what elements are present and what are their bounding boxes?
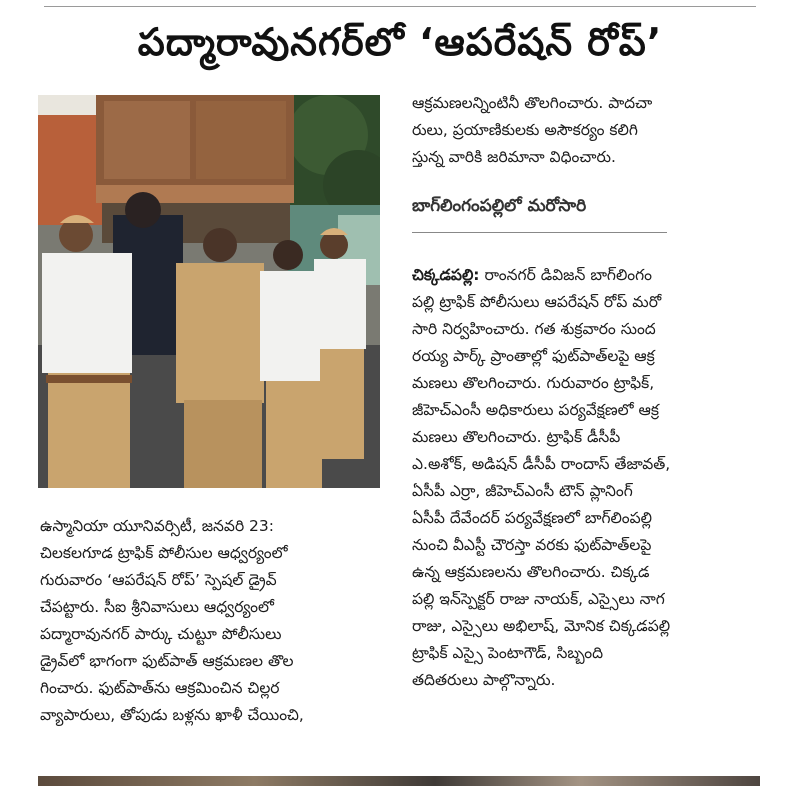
headline: పద్మారావునగర్‌లో ‘ఆపరేషన్ రోప్’ bbox=[137, 20, 663, 64]
body-line: మణలు తొలగించారు. గురువారం ట్రాఫిక్, bbox=[412, 374, 655, 392]
body-line: నుంచి వీఎస్టీ చౌరస్తా వరకు ఫుట్‌పాత్‌లపై bbox=[412, 536, 652, 554]
article-body-second bbox=[412, 262, 772, 694]
body-line: స్తున్న వారికి జరిమానా విధించారు. bbox=[412, 148, 616, 166]
body-line-text: రాంనగర్ డివిజన్ బాగ్‌లింగం bbox=[479, 266, 652, 284]
body-line: ఏసీపీ దేవేందర్ పర్యవేక్షణలో బాగ్‌లింపల్లి bbox=[412, 509, 652, 527]
article-body-continuation bbox=[412, 90, 772, 171]
next-photo-edge bbox=[38, 776, 760, 786]
body-line: పల్లి ట్రాఫిక్ పోలీసులు ఆపరేషన్ రోప్ మరో bbox=[412, 293, 662, 311]
article-body-left bbox=[40, 513, 385, 729]
body-line: ఏసీపీ ఎర్రా, జీహెచ్‌ఎంసీ టౌన్ ప్లానింగ్ bbox=[412, 482, 633, 500]
body-line: చిలకలగూడ ట్రాఫిక్ పోలీసుల ఆధ్వర్యంలో bbox=[40, 544, 288, 562]
body-line: గించారు. ఫుట్‌పాత్‌ను ఆక్రమించిన చిల్లర bbox=[40, 679, 280, 697]
body-line: ఆక్రమణలన్నింటినీ తొలగించారు. పాదచా bbox=[412, 94, 653, 112]
body-line: చేపట్టారు. సీఐ శ్రీనివాసులు ఆధ్వర్యంలో bbox=[40, 598, 274, 616]
body-line: జీహెచ్‌ఎంసీ అధికారులు పర్యవేక్షణలో ఆక్ర bbox=[412, 401, 659, 419]
subheading-rule bbox=[412, 232, 667, 233]
subheading: బాగ్‌లింగంపల్లిలో మరోసారి bbox=[412, 196, 587, 216]
news-photo bbox=[38, 95, 380, 488]
body-line: పద్మారావునగర్ పార్కు చుట్టూ పోలీసులు bbox=[40, 625, 282, 643]
photo-illustration bbox=[38, 95, 380, 488]
body-line: రులు, ప్రయాణికులకు అసౌకర్యం కలిగి bbox=[412, 121, 638, 139]
body-line: ఎ.అశోక్, అడిషన్ డీసీపీ రాందాస్ తేజావత్, bbox=[412, 455, 671, 473]
body-line: ఉస్మానియా యూనివర్సిటీ, జనవరి 23: bbox=[40, 517, 275, 535]
body-line: తదితరులు పాల్గొన్నారు. bbox=[412, 671, 556, 689]
body-line: సారి నిర్వహించారు. గత శుక్రవారం సుంద bbox=[412, 320, 656, 338]
body-line: ఉన్న ఆక్రమణలను తొలగించారు. చిక్కడ bbox=[412, 563, 650, 581]
top-rule bbox=[44, 6, 756, 7]
body-line: రాజు, ఎస్సైలు అభిలాష్, మోనిక చిక్కడపల్లి bbox=[412, 617, 671, 635]
body-line: రయ్య పార్క్ ప్రాంతాల్లో ఫుట్‌పాత్‌లపై ఆక్ర bbox=[412, 347, 655, 365]
body-line: వ్యాపారులు, తోపుడు బళ్లను ఖాళీ చేయించి, bbox=[40, 706, 304, 724]
body-line: ట్రాఫిక్ ఎస్సై పెంటాగౌడ్, సిబ్బంది bbox=[412, 644, 604, 662]
body-line: గురువారం ‘ఆపరేషన్ రోప్’ స్పెషల్ డ్రైవ్ bbox=[40, 571, 277, 589]
body-line-with-dateline bbox=[412, 262, 772, 289]
body-line: పల్లి ఇన్‌స్పెక్టర్ రాజు నాయక్, ఎస్సైలు నాగ bbox=[412, 590, 665, 608]
body-line: డ్రైవ్‌లో భాగంగా ఫుట్‌పాత్ ఆక్రమణల తొల bbox=[40, 652, 294, 670]
body-line: మణలు తొలగించారు. ట్రాఫిక్ డీసీపీ bbox=[412, 428, 621, 446]
dateline: చిక్కడపల్లి: bbox=[412, 266, 480, 284]
